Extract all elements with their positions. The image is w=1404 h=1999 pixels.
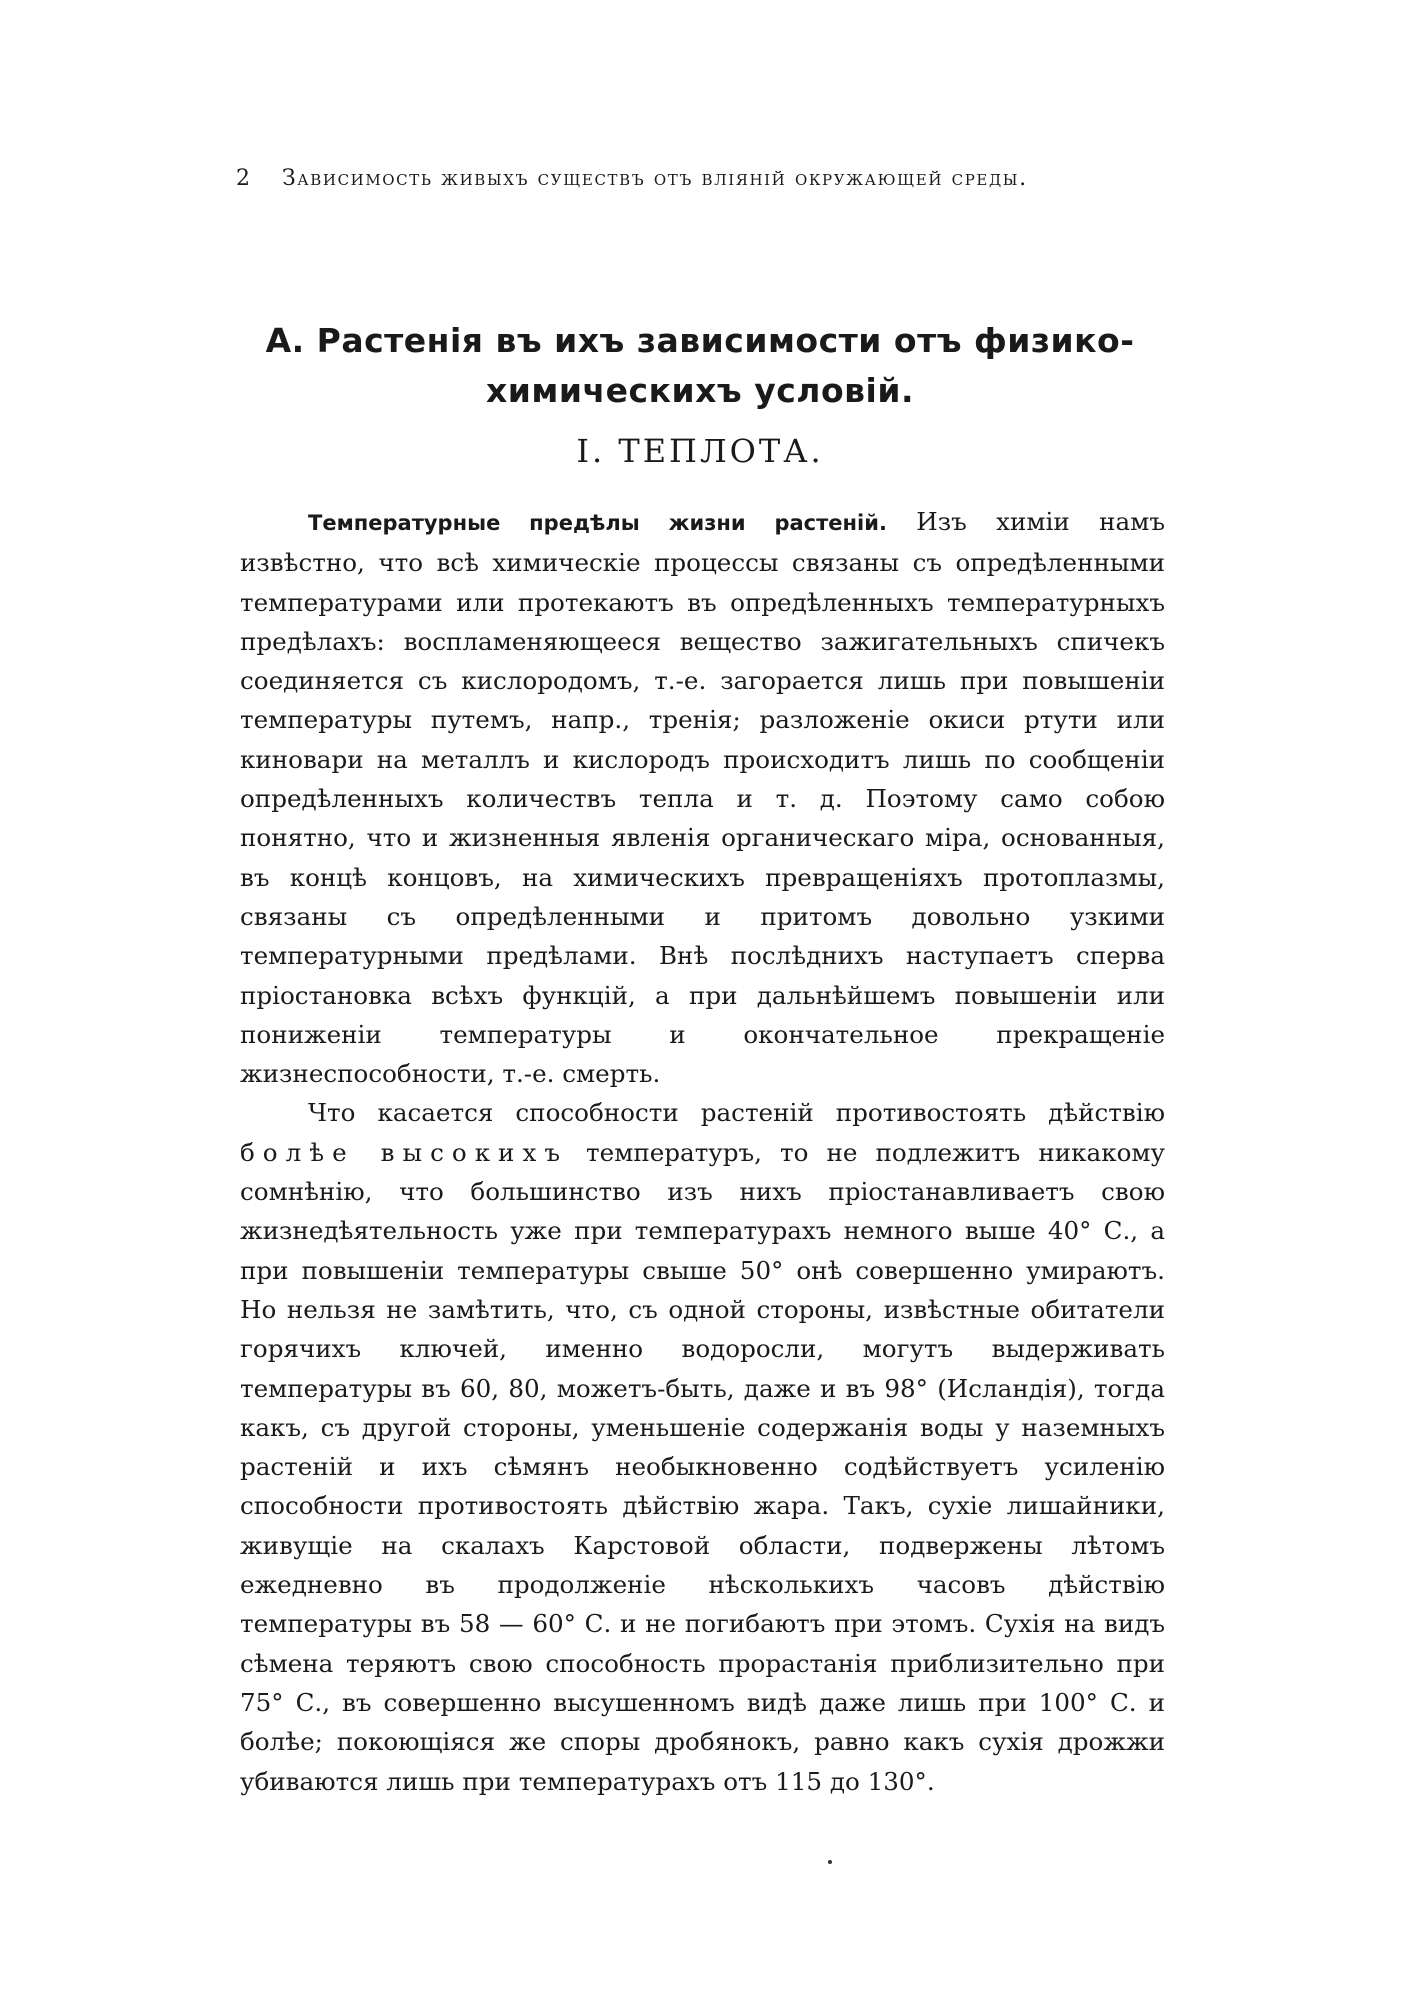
paragraph-2-text-end: температуръ, то не подлежитъ никакому сомнѣнію, что большинство изъ нихъ пріостанавливаетъ свою жизнедѣятельность уже при температурахъ немного выше 40° С., а при повышеніи температуры свыше 50° онѣ совершенно умираютъ. Но нельзя не замѣтить, что, съ одной стороны, извѣстные обитатели горячихъ ключей, именно водоросли, могутъ выдерживать температуры въ 60, 80, можетъ-быть, даже и въ 98° (Исландія), тогда какъ, съ другой стороны, уменьшеніе содержанія воды у наземныхъ растеній и ихъ сѣмянъ необыкновенно содѣйствуетъ усиленію способности противостоять дѣйствію жара. Такъ, сухіе лишайники, живущіе на скалахъ Карстовой области, подвержены лѣтомъ ежедневно въ продолженіе нѣсколькихъ часовъ дѣйствію температуры въ 58 — 60° С. и не погибаютъ при этомъ. Сухія на видъ сѣмена теряютъ свою способность прорастанія приблизительно при 75° С., въ совершенно высушенномъ видѣ даже лишь при 100° С. и болѣе; покоющіяся же споры дробянокъ, равно какъ сухія дрожжи убиваются лишь при температурахъ отъ 115 до 130°. <box>240 1137 1165 1796</box>
section-title: А. Растенія въ ихъ зависимости отъ физико-химическихъ условій. <box>265 321 1135 410</box>
run-in-heading: Температурные предѣлы жизни растеній. <box>308 511 887 535</box>
paragraph-2 <box>240 1093 1165 1800</box>
running-header <box>236 166 1166 191</box>
running-title: Зависимость живыхъ существъ отъ вліяній окружающей среды. <box>282 166 1028 191</box>
body-text <box>240 502 1165 1801</box>
paragraph-2-text-start: Что касается способности растеній противостоять дѣйствію <box>308 1098 1165 1128</box>
paragraph-1-text: Изъ химіи намъ извѣстно, что всѣ химическіе процессы связаны съ опредѣленными температурами или протекаютъ въ опредѣленныхъ температурныхъ предѣлахъ: воспламеняющееся вещество зажигательныхъ спичекъ соединяется съ кислородомъ, т.-е. загорается лишь при повышеніи температуры путемъ, напр., тренія; разложеніе окиси ртути или киновари на металлъ и кислородъ происходитъ лишь по сообщеніи опредѣленныхъ количествъ тепла и т. д. Поэтому само собою понятно, что и жизненныя явленія органическаго міра, основанныя, въ концѣ концовъ, на химическихъ превращеніяхъ протоплазмы, связаны съ опредѣленными и притомъ довольно узкими температурными предѣлами. Внѣ послѣднихъ наступаетъ сперва пріостановка всѣхъ функцій, а при дальнѣйшемъ повышеніи или пониженіи температуры и окончательное прекращеніе жизнеспособности, т.-е. смерть. <box>240 507 1165 1089</box>
page-number: 2 <box>236 166 251 191</box>
spaced-emphasis: болѣе высокихъ <box>240 1137 568 1167</box>
chapter-title: I. ТЕПЛОТА. <box>576 432 824 470</box>
paragraph-1 <box>240 502 1165 1093</box>
ink-speck <box>828 1860 832 1864</box>
